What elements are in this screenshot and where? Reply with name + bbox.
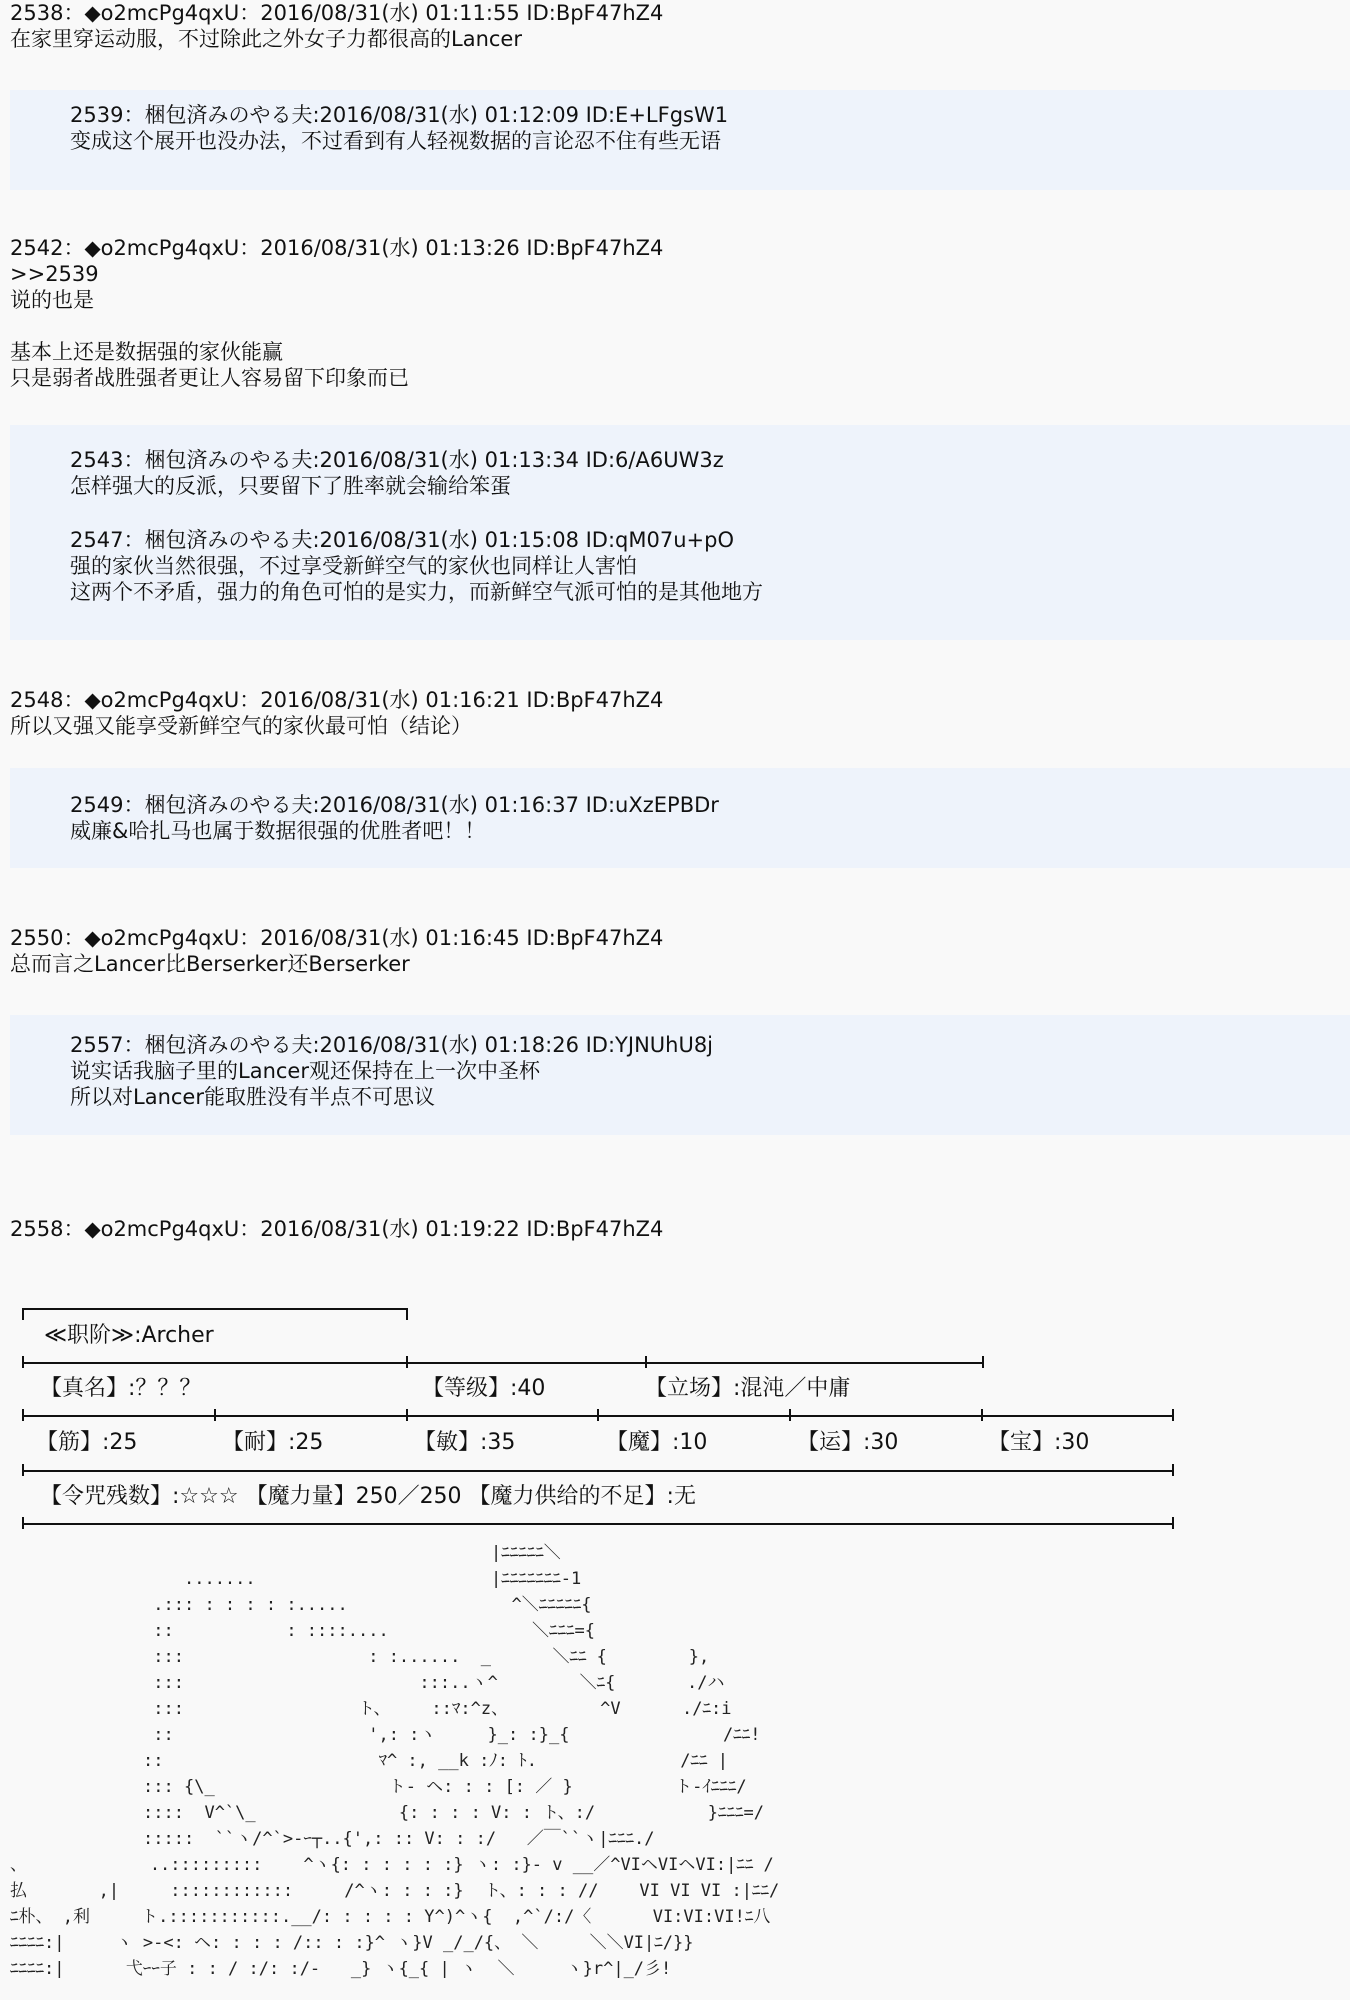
post-header: 2538：◆o2mcPg4qxU：2016/08/31(水) 01:11:55 ID:BpF47hZ4 [10,1,664,25]
stat-luck: 【运】:30 [797,1430,899,1455]
quoted-post [10,1015,1350,1135]
post-text: 所以又强又能享受新鲜空气的家伙最可怕（结论） [10,714,472,738]
post-text: 怎样强大的反派，只要留下了胜率就会输给笨蛋 [70,474,511,498]
post-text: 所以对Lancer能取胜没有半点不可思议 [70,1085,435,1109]
post-text: 说的也是 [10,288,94,312]
post-text: 总而言之Lancer比Berserker还Berserker [10,952,410,976]
post-header: 2547：梱包済みのやる夫:2016/08/31(水) 01:15:08 ID:qM07u+pO [70,528,734,552]
stat-magic: 【魔】:10 [606,1430,708,1455]
post-header: 2543：梱包済みのやる夫:2016/08/31(水) 01:13:34 ID:6/A6UW3z [70,448,724,472]
quoted-post [10,425,1350,640]
post-text: 强的家伙当然很强，不过享受新鲜空气的家伙也同样让人害怕 [70,554,637,578]
stat-strength: 【筋】:25 [36,1430,138,1455]
thread-page: 2538：◆o2mcPg4qxU：2016/08/31(水) 01:11:55 ID:BpF47hZ4 在家里穿运动服，不过除此之外女子力都很高的Lancer 2539：梱包済みのやる夫:2016/08/31(水) 01:12:09 ID:E+LFgsW1 变成这个展开也没办法，不过看到有人轻视数据的言论忍不住有些无语 2542：◆o2mcPg4qxU：2016/08/31(水) 01:13:26 ID:BpF47hZ4 >>2539 说的也是 基本上还是数据强的家伙能赢 只是弱者战胜强者更让人容易留下印象而已 2543：梱包済みのやる夫:2016/08/31(水) 01:13:34 ID:6/A6UW3z 怎样强大的反派，只要留下了胜率就会输给笨蛋 2547：梱包済みのやる夫:2016/08/31(水) 01:15:08 ID:qM07u+pO 强的家伙当然很强，不过享受新鲜空气的家伙也同样让人害怕 这两个不矛盾，强力的角色可怕的是实力，而新鲜空气派可怕的是其他地方 2548：◆o2mcPg4qxU：2016/08/31(水) 01:16:21 ID:BpF47hZ4 所以又强又能享受新鲜空气的家伙最可怕（结论） 2549：梱包済みのやる夫:2016/08/31(水) 01:16:37 ID:uXzEPBDr 威廉&哈扎马也属于数据很强的优胜者吧！！ 2550：◆o2mcPg4qxU：2016/08/31(水) 01:16:45 ID:BpF47hZ4 总而言之Lancer比Berserker还Berserker 2557：梱包済みのやる夫:2016/08/31(水) 01:18:26 ID:YJNUhU8j 说实话我脑子里的Lancer观还保持在上一次中圣杯 所以对Lancer能取胜没有半点不可思议 2558：◆o2mcPg4qxU：2016/08/31(水) 01:19:22 ID:BpF47hZ4 ≪职阶≫:Archer 【真名】:？？？ 【等级】:40 【立场】:混沌／中庸 【筋】:25 【耐】:25 【敏】:35 【魔】:10 【运】:30 【宝】:30 【令咒残数】:☆☆☆ 【魔力量】250／250 【魔力供给的不足】:无 |ﾆﾆﾆﾆﾆ＼ ....... |ﾆﾆﾆﾆﾆﾆﾆ-1 .::: : : : : :..... ^＼ﾆﾆﾆﾆﾆ{ :: : ::::.... ＼ﾆﾆﾆ={ ::: : :...... _ ＼ﾆﾆ { }, ::: :::..ヽ^ ＼ﾆ{ ./ハ ::: ト、 ::ﾏ:^z、 ^V ./ﾆ:i :: ',: :ヽ }_: :}_{ /ﾆﾆ! :: ﾏ^ :, __k :ﾉ: ﾄ. /ﾆﾆ | ::: {\_ ト- ヘ: : : [: ／ } ト-ｲﾆﾆﾆ/ :::: V^`\_ {: : : : V: : ト、:/ }ﾆﾆﾆ=/ ::::: ``ヽ/^`>-ｰ┬..{',: :: V: : :/ ／￣``ヽ|ﾆﾆﾆ./ 、 ..::::::::: ^ヽ{: : : : : :} ヽ: :}- v __／^VIヘVIヘVI:|ﾆﾆ / 払 ,| :::::::::::: /^ヽ: : : :} ト、: : : // VI VI VI :|ﾆﾆ/ ﾆ朴、 ,利 ト.:::::::::::.__/: : : : : Y^)^ヽ{ ,^`/:/〈 VI:VI:VI!ﾆ八 ﾆﾆﾆﾆ:| ヽ >-<: ヘ: : : : /:: : :}^ ヽ}V _/_/{、 ＼ ＼＼VI|ﾆ/}} ﾆﾆﾆﾆ:| 弋ｰｰ子 : : / :/: :/- _} ヽ{_{ | ヽ ＼ ヽ}r^|_/彡! [0,0,1350,2000]
quoted-post [10,768,1350,868]
post-text: 威廉&哈扎马也属于数据很强的优胜者吧！！ [70,819,486,843]
stat-endurance: 【耐】:25 [222,1430,324,1455]
post-text: >>2539 [10,262,99,286]
stat-alignment: 【立场】:混沌／中庸 [645,1376,851,1401]
stat-command-mana: 【令咒残数】:☆☆☆ 【魔力量】250／250 【魔力供给的不足】:无 [40,1484,696,1509]
post-text: 基本上还是数据强的家伙能赢 [10,340,283,364]
quoted-post [10,90,1350,190]
post-header: 2539：梱包済みのやる夫:2016/08/31(水) 01:12:09 ID:E+LFgsW1 [70,103,729,127]
post-header: 2558：◆o2mcPg4qxU：2016/08/31(水) 01:19:22 ID:BpF47hZ4 [10,1217,664,1241]
post-header: 2542：◆o2mcPg4qxU：2016/08/31(水) 01:13:26 ID:BpF47hZ4 [10,236,664,260]
post-header: 2557：梱包済みのやる夫:2016/08/31(水) 01:18:26 ID:YJNUhU8j [70,1033,714,1057]
post-text: 变成这个展开也没办法，不过看到有人轻视数据的言论忍不住有些无语 [70,129,721,153]
stat-agility: 【敏】:35 [414,1430,516,1455]
stat-class: ≪职阶≫:Archer [44,1323,214,1348]
post-text: 这两个不矛盾，强力的角色可怕的是实力，而新鲜空气派可怕的是其他地方 [70,580,763,604]
post-text: 说实话我脑子里的Lancer观还保持在上一次中圣杯 [70,1059,540,1083]
stat-noble-phantasm: 【宝】:30 [988,1430,1090,1455]
post-header: 2550：◆o2mcPg4qxU：2016/08/31(水) 01:16:45 ID:BpF47hZ4 [10,926,664,950]
post-text: 在家里穿运动服，不过除此之外女子力都很高的Lancer [10,27,522,51]
post-header: 2548：◆o2mcPg4qxU：2016/08/31(水) 01:16:21 ID:BpF47hZ4 [10,688,664,712]
stat-true-name: 【真名】:？？？ [40,1376,202,1401]
post-text: 只是弱者战胜强者更让人容易留下印象而已 [10,366,409,390]
stat-level: 【等级】:40 [422,1376,546,1401]
post-header: 2549：梱包済みのやる夫:2016/08/31(水) 01:16:37 ID:uXzEPBDr [70,793,719,817]
